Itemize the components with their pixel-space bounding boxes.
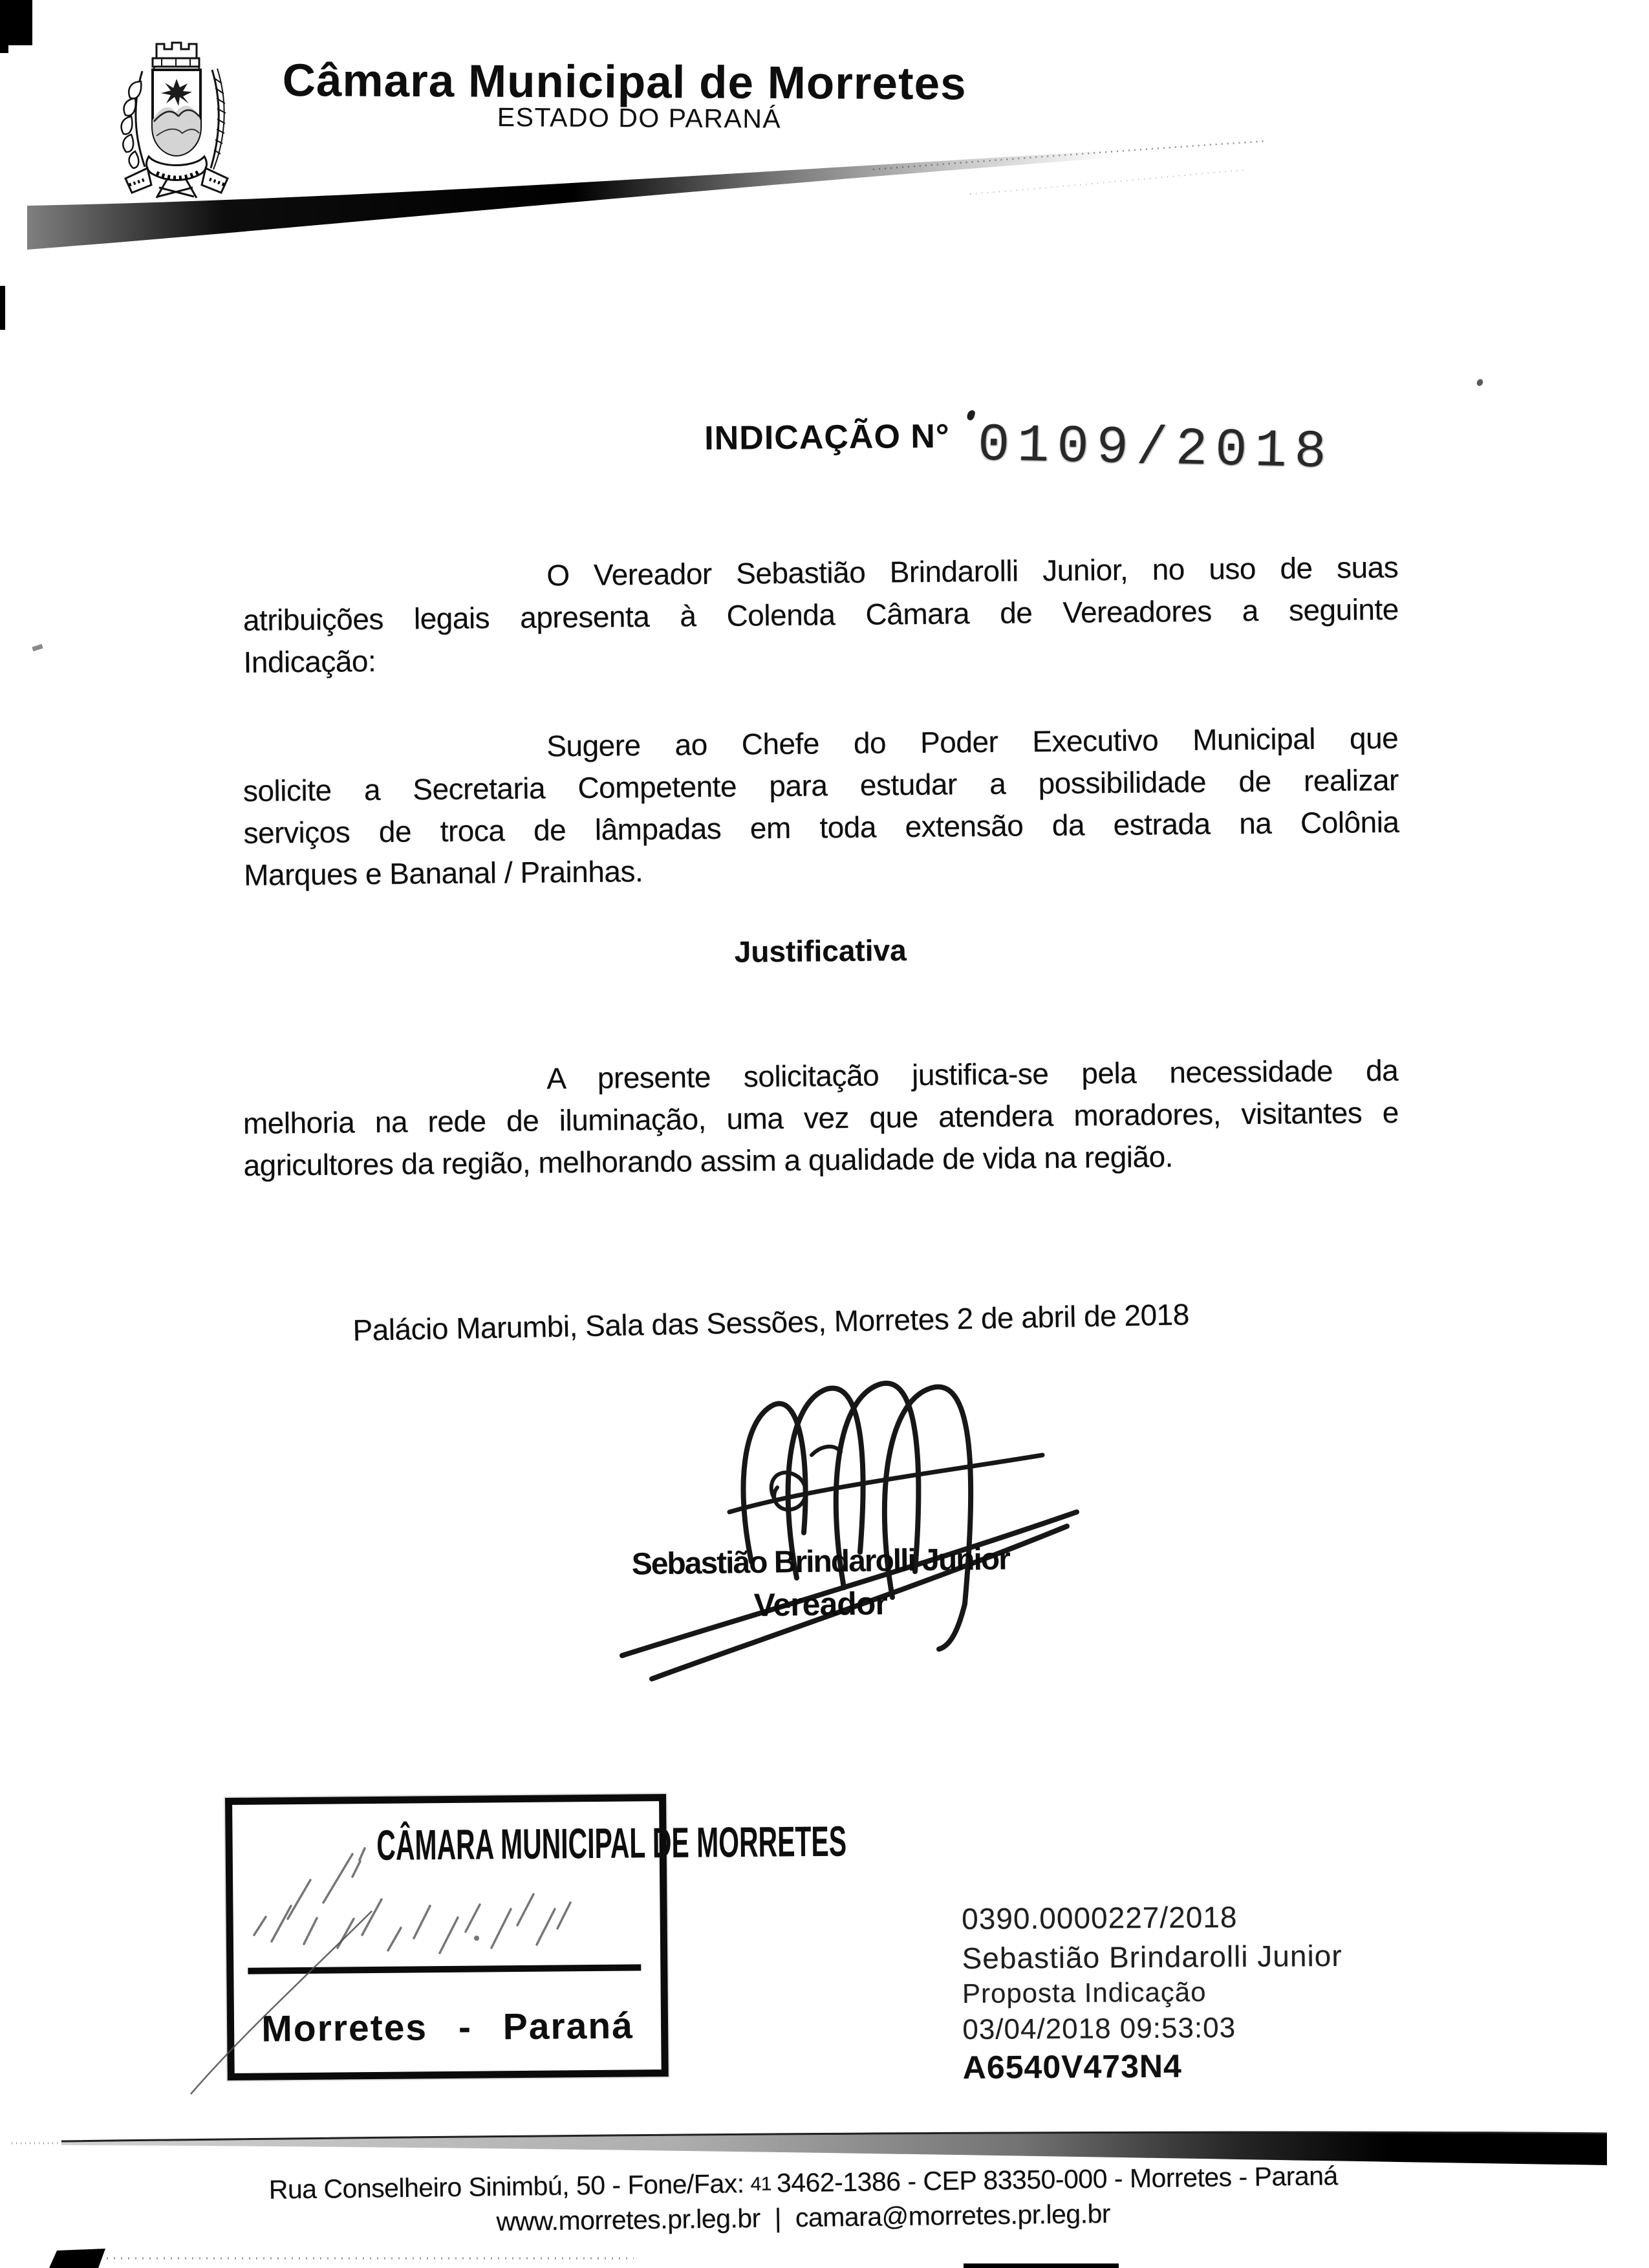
paragraph-justification: [242, 1050, 1399, 1187]
footer-phone-area-code: 41: [750, 2173, 772, 2196]
protocol-type: Proposta Indicação: [962, 1976, 1207, 2009]
handwritten-signature: [569, 1345, 1086, 1707]
justification-heading: Justificativa: [734, 933, 907, 969]
org-name: Câmara Municipal de Morretes: [282, 54, 967, 110]
paragraph-line: melhoria na rede de iluminação, uma vez que atendera moradores, visitantes e: [242, 1095, 1399, 1140]
paragraph-line: Marques e Bananal / Prainhas.: [243, 854, 643, 892]
paragraph-line: Sugere ao Chefe do Poder Executivo Municipal que: [546, 720, 1399, 763]
stamp-location: Morretes - Paraná: [261, 2005, 634, 2050]
paragraph-line: serviços de troca de lâmpadas em toda extensão da estrada na Colônia: [243, 805, 1399, 850]
scan-artifact-speck: [1476, 378, 1484, 387]
footer-website: www.morretes.pr.leg.br: [496, 2203, 761, 2237]
paragraph-request: [242, 717, 1399, 896]
protocol-datetime: 03/04/2018 09:53:03: [962, 2012, 1236, 2046]
protocol-block: [962, 1899, 1343, 2086]
org-state: ESTADO DO PARANÁ: [497, 102, 782, 134]
protocol-code: A6540V473N4: [962, 2047, 1183, 2086]
header-swoosh-graphic: [0, 0, 1649, 304]
document-title: INDICAÇÃO N°: [704, 417, 950, 457]
paragraph-line: Indicação:: [243, 644, 376, 679]
scan-artifact-speck: [966, 409, 976, 422]
paragraph-line: atribuições legais apresenta à Colenda Câmara de Vereadores a seguinte: [242, 592, 1399, 637]
paragraph-line: agricultores da região, melhorando assim a qualidade de vida na região.: [243, 1139, 1174, 1182]
paragraph-line: solicite a Secretaria Competente para estudar a possibilidade de realizar: [242, 762, 1399, 808]
stamp-org-text: CÂMARA MUNICIPAL DE MORRETES: [376, 1817, 847, 1869]
protocol-number: 0390.0000227/2018: [962, 1900, 1238, 1936]
signer-name: Sebastião Brindarolli Junior: [631, 1542, 1010, 1582]
paragraph-intro: [242, 546, 1399, 684]
footer-address-suffix: 3462-1386 - CEP 83350-000 - Morretes - Paraná: [776, 2161, 1339, 2198]
protocol-author: Sebastião Brindarolli Junior: [962, 1938, 1342, 1975]
document-number-stamp: 0109/2018: [977, 415, 1335, 483]
paragraph-line: O Vereador Sebastião Brindarolli Junior, no uso de suas: [546, 550, 1399, 592]
stamp-signature-scribble: [168, 1843, 673, 2115]
scan-artifact-speck: [32, 644, 43, 652]
paragraph-line: A presente solicitação justifica-se pela necessidade da: [546, 1053, 1399, 1096]
footer-separator: |: [774, 2203, 782, 2233]
dateline: Palácio Marumbi, Sala das Sessões, Morretes 2 de abril de 2018: [352, 1297, 1190, 1347]
signer-role: Vereador: [753, 1585, 888, 1623]
footer-address-prefix: Rua Conselheiro Sinimbú, 50 - Fone/Fax:: [268, 2168, 744, 2205]
footer-email: camara@morretes.pr.leg.br: [795, 2198, 1111, 2233]
